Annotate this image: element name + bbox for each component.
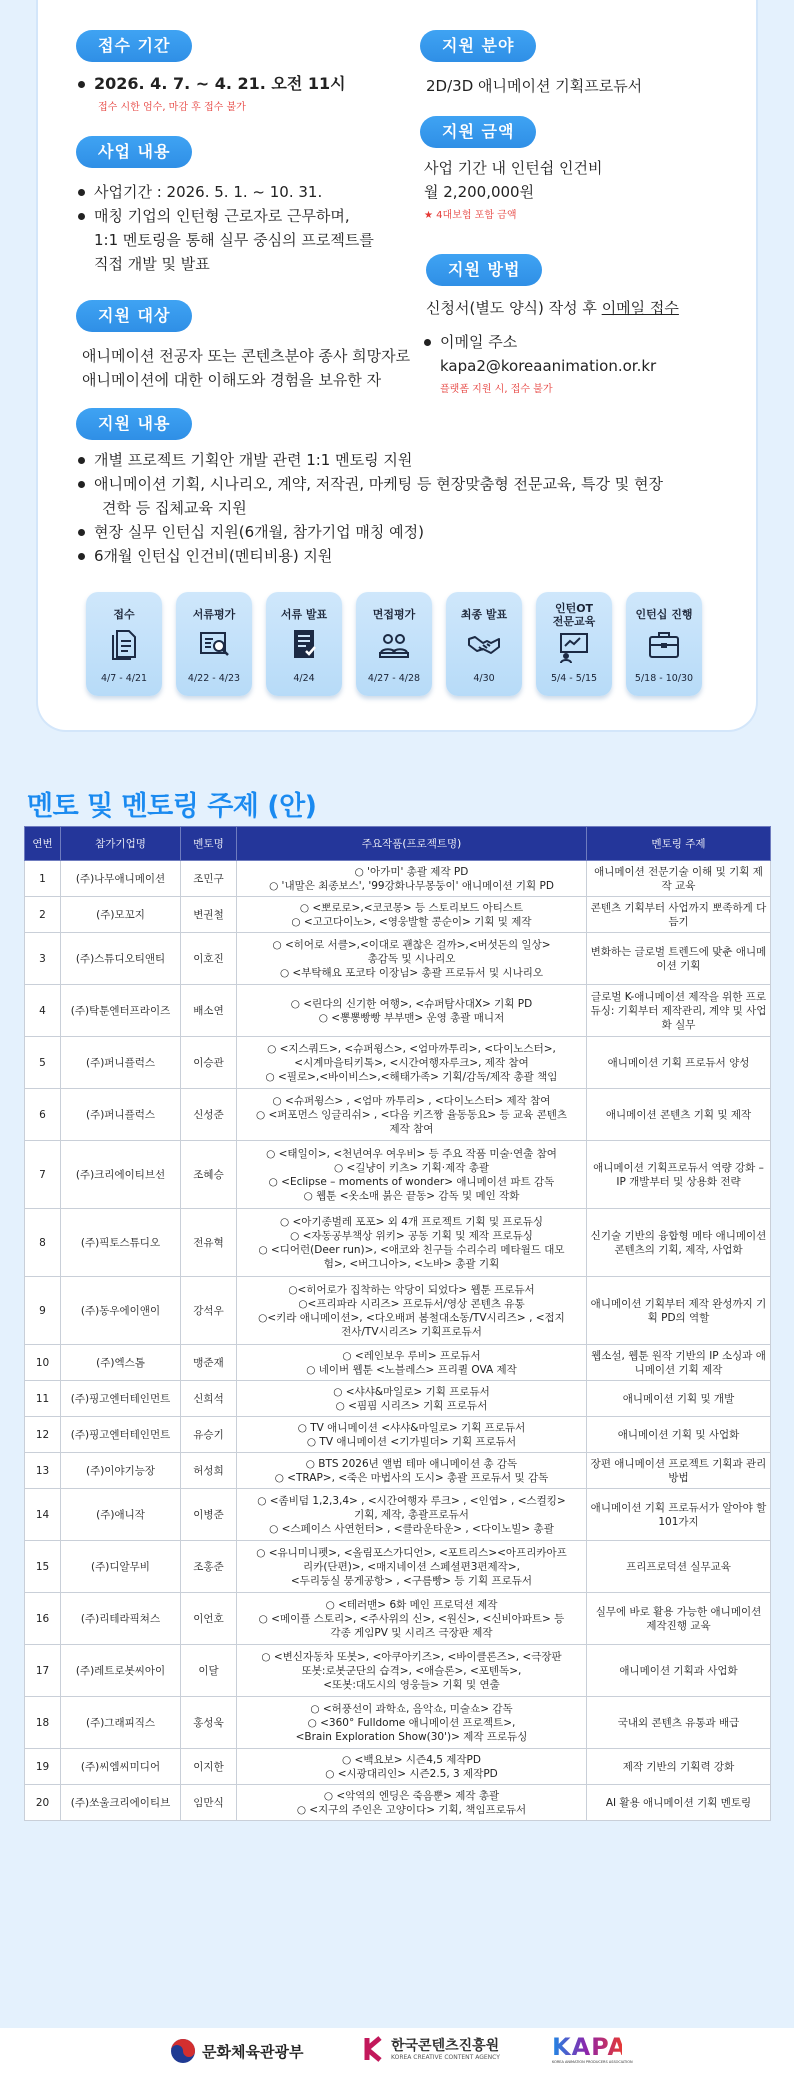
row-topic: 애니메이션 기획 프로듀서 양성 — [587, 1037, 771, 1089]
row-company: (주)크리에이티브선 — [61, 1141, 181, 1209]
step-date: 5/4 - 5/15 — [550, 673, 598, 684]
mentor-table — [24, 826, 771, 1821]
table-row — [25, 933, 771, 985]
row-company: (주)퍼니플럭스 — [61, 1089, 181, 1141]
mcst-logo — [170, 2038, 303, 2064]
work-line: ○ <길냥이 키츠> 기획·제작 총괄 — [333, 1161, 490, 1174]
work-line: ○ BTS 2026년 앨범 테마 애니메이션 총 감독 — [305, 1457, 518, 1470]
row-mentor: 이지한 — [181, 1749, 237, 1785]
amount-section — [420, 116, 602, 221]
step-card — [356, 592, 432, 696]
period-section — [76, 30, 346, 113]
row-mentor: 유승기 — [181, 1417, 237, 1453]
business-item: 사업기간 : 2026. 5. 1. ~ 10. 31. — [76, 180, 416, 204]
table-row — [25, 1277, 771, 1345]
method-section — [426, 254, 746, 395]
target-line: 애니메이션에 대한 이해도와 경험을 보유한 자 — [82, 371, 382, 389]
row-no: 1 — [25, 861, 61, 897]
work-line: ○ <뽕뽕빵빵 부부맨> 운영 총괄 매니저 — [318, 1011, 505, 1024]
row-topic: 프리프로덕션 실무교육 — [587, 1541, 771, 1593]
step-date: 5/18 - 10/30 — [634, 673, 694, 684]
row-no: 7 — [25, 1141, 61, 1209]
work-line: ○ <지구의 주인은 고양이다> 기획, 책임프로듀서 — [296, 1803, 527, 1816]
support-section — [76, 408, 716, 568]
method-text-1: 신청서(별도 양식) 작성 후 — [426, 299, 602, 317]
kocca-logo — [364, 2036, 500, 2062]
header-topic: 멘토링 주제 — [587, 827, 771, 861]
row-works — [237, 1749, 587, 1785]
step-date: 4/22 - 4/23 — [187, 673, 241, 684]
work-line: <두리둥실 뭉게공항> , <구름빵> 등 기획 프로듀서 — [290, 1574, 533, 1587]
row-mentor: 신성준 — [181, 1089, 237, 1141]
row-no: 16 — [25, 1593, 61, 1645]
row-mentor: 배소연 — [181, 985, 237, 1037]
field-text: 2D/3D 애니메이션 기획프로듀서 — [426, 77, 643, 95]
row-mentor: 조홍준 — [181, 1541, 237, 1593]
row-company: (주)이야기능장 — [61, 1453, 181, 1489]
row-works — [237, 1645, 587, 1697]
work-line: 각종 게임PV 및 시리즈 극장판 제작 — [330, 1626, 493, 1639]
row-topic: 신기술 기반의 융합형 메타 애니메이션 콘텐츠의 기획, 제작, 사업화 — [587, 1209, 771, 1277]
work-line: ○ <지스쿼드>, <슈퍼윙스>, <엄마까투리>, <다이노스터>, — [267, 1042, 556, 1055]
row-works — [237, 1453, 587, 1489]
row-mentor: 이달 — [181, 1645, 237, 1697]
method-text-2: 이메일 접수 — [601, 299, 679, 317]
table-row — [25, 1785, 771, 1821]
row-topic: 장편 애니메이션 프로젝트 기획과 관리 방법 — [587, 1453, 771, 1489]
row-company: (주)탁툰엔터프라이즈 — [61, 985, 181, 1037]
row-company: (주)스튜디오티앤티 — [61, 933, 181, 985]
work-line: ○ <TRAP>, <죽은 마법사의 도시> 총괄 프로듀서 및 감독 — [274, 1471, 549, 1484]
work-line: ○ <악역의 엔딩은 죽음뿐> 제작 총괄 — [323, 1789, 500, 1802]
table-row — [25, 1037, 771, 1089]
step-date: 4/30 — [473, 673, 495, 684]
work-line: ○ <360° Fulldome 애니메이션 프로젝트>, — [307, 1716, 516, 1729]
step-date: 4/24 — [293, 673, 315, 684]
work-line: <시계마을티키톡>, <시간여행자루크>, 제작 참여 — [294, 1056, 529, 1069]
work-line: ○ <Eclipse – moments of wonder> 애니메이션 파트 감독 — [268, 1175, 555, 1188]
work-line: ○ <태일이>, <천년여우 여우비> 등 주요 작품 미술·연출 참여 — [266, 1147, 557, 1160]
kapa-logo — [552, 2033, 633, 2064]
row-works — [237, 1277, 587, 1345]
business-item: 1:1 멘토링을 통해 실무 중심의 프로젝트를 — [94, 231, 374, 249]
period-date: 2026. 4. 7. ~ 4. 21. 오전 11시 — [76, 72, 346, 96]
step-date: 4/7 - 4/21 — [100, 673, 148, 684]
work-line: ○ <유니미니펫>, <올림포스가디언>, <포트리스><아프리카아프 — [256, 1546, 567, 1559]
interview-icon — [377, 627, 411, 661]
work-line: ○ TV 애니메이션 <샤샤&마일로> 기획 프로듀서 — [297, 1421, 526, 1434]
row-topic: 애니메이션 기획부터 제작 완성까지 기획 PD의 역할 — [587, 1277, 771, 1345]
work-line: <Brain Exploration Show(30')> 제작 프로듀싱 — [295, 1730, 528, 1743]
support-item: 개별 프로젝트 기획안 개발 관련 1:1 멘토링 지원 — [76, 448, 716, 472]
row-no: 6 — [25, 1089, 61, 1141]
row-works — [237, 1209, 587, 1277]
row-mentor: 임만식 — [181, 1785, 237, 1821]
email-address[interactable]: kapa2@koreaanimation.or.kr — [440, 357, 657, 375]
table-row — [25, 1749, 771, 1785]
row-mentor: 신희석 — [181, 1381, 237, 1417]
step-name: 최종 발표 — [460, 608, 508, 621]
row-topic: 애니메이션 전문기술 이해 및 기획 제작 교육 — [587, 861, 771, 897]
row-topic: 실무에 바로 활용 가능한 애니메이션 제작진행 교육 — [587, 1593, 771, 1645]
step-card — [536, 592, 612, 696]
work-line: ○ <슈퍼윙스> , <엄마 까투리> , <다이노스터> 제작 참여 — [272, 1094, 551, 1107]
work-line: <또봇:대도시의 영웅들> 기획 및 연출 — [323, 1678, 500, 1691]
method-note: 플랫폼 지원 시, 접수 불가 — [440, 384, 553, 395]
row-mentor: 강석우 — [181, 1277, 237, 1345]
process-steps — [50, 592, 710, 696]
row-company: (주)동우에이앤이 — [61, 1277, 181, 1345]
row-topic: 애니메이션 콘텐츠 기획 및 제작 — [587, 1089, 771, 1141]
row-no: 15 — [25, 1541, 61, 1593]
row-mentor: 조민구 — [181, 861, 237, 897]
table-row — [25, 1541, 771, 1593]
table-row — [25, 1453, 771, 1489]
row-mentor: 전유혁 — [181, 1209, 237, 1277]
field-section — [420, 30, 642, 98]
row-company: (주)디알무비 — [61, 1541, 181, 1593]
row-no: 4 — [25, 985, 61, 1037]
handshake-icon — [467, 627, 501, 661]
table-row — [25, 1141, 771, 1209]
method-text — [426, 296, 746, 320]
row-works — [237, 1489, 587, 1541]
row-works — [237, 1593, 587, 1645]
row-topic: 웹소설, 웹툰 원작 기반의 IP 소싱과 애니메이션 기획 제작 — [587, 1345, 771, 1381]
row-no: 19 — [25, 1749, 61, 1785]
work-line: ○ <샤샤&마일로> 기획 프로듀서 — [333, 1385, 490, 1398]
work-line: ○ '내말은 최종보스', '99강화나무몽둥이' 애니메이션 기획 PD — [269, 879, 554, 892]
amount-note: ★ 4대보험 포함 금액 — [424, 210, 517, 221]
row-no: 20 — [25, 1785, 61, 1821]
business-title: 사업 내용 — [76, 136, 192, 168]
kapa-subname: KOREA ANIMATION PRODUCERS ASSOCIATION — [552, 2060, 633, 2064]
work-line: ○ <메이플 스토리>, <주사위의 신>, <원신>, <신비아파트> 등 — [258, 1612, 565, 1625]
table-row — [25, 985, 771, 1037]
work-line: ○ <백요보> 시즌4,5 제작PD — [342, 1753, 481, 1766]
table-row — [25, 1645, 771, 1697]
step-card — [626, 592, 702, 696]
work-line: ○ <히어로 서클>,<이대로 괜찮은 걸까>,<버섯돈의 일상> — [272, 938, 551, 951]
row-mentor: 이병준 — [181, 1489, 237, 1541]
work-line: 또봇:로봇군단의 습격>, <애슬론>, <포텐독>, — [301, 1664, 522, 1677]
work-line: ○ <디어런(Deer run)>, <애코와 친구들 수리수리 메타월드 대모 — [258, 1243, 565, 1256]
kocca-subname: KOREA CREATIVE CONTENT AGENCY — [391, 2053, 500, 2061]
checklist-icon — [287, 627, 321, 661]
step-date: 4/27 - 4/28 — [367, 673, 421, 684]
row-topic: 애니메이션 기획프로듀서 역량 강화 – IP 개발부터 및 상용화 전략 — [587, 1141, 771, 1209]
row-no: 10 — [25, 1345, 61, 1381]
row-company: (주)씨엠씨미디어 — [61, 1749, 181, 1785]
field-title: 지원 분야 — [420, 30, 536, 62]
work-line: ○ <부탁해요 포코타 이장님> 총괄 프로듀서 및 시나리오 — [279, 966, 544, 979]
step-card — [446, 592, 522, 696]
step-name: 서류 발표 — [280, 608, 328, 621]
work-line: ○ TV 애니메이션 <기가빌더> 기획 프로듀서 — [306, 1435, 517, 1448]
step-name: 접수 — [113, 608, 135, 621]
work-line: ○ <변신자동차 또봇>, <아쿠아키즈>, <바이클론즈>, <극장판 — [261, 1650, 562, 1663]
support-item: 견학 등 집체교육 지원 — [102, 499, 247, 517]
work-line: ○ <레인보우 루비> 프로듀서 — [342, 1349, 481, 1362]
row-works — [237, 1141, 587, 1209]
business-section — [76, 136, 416, 276]
row-topic: 콘텐츠 기획부터 사업까지 뽀족하게 다듬기 — [587, 897, 771, 933]
work-line: ○ <아기종벌레 포포> 외 4개 프로젝트 기획 및 프로듀싱 — [280, 1215, 543, 1228]
period-note: 접수 시한 엄수, 마감 후 접수 불가 — [98, 102, 246, 113]
search-doc-icon — [197, 627, 231, 661]
row-company: (주)픽토스튜디오 — [61, 1209, 181, 1277]
row-works — [237, 1037, 587, 1089]
method-title: 지원 방법 — [426, 254, 542, 286]
step-card — [176, 592, 252, 696]
footer — [0, 2028, 794, 2074]
work-line: ○ <뽀로로>,<코코몽> 등 스토리보드 아티스트 — [299, 901, 524, 914]
work-line: 험>, <버그니아>, <노바> 총괄 기획 — [323, 1257, 500, 1270]
support-item: 6개월 인턴십 인건비(멘티비용) 지원 — [76, 544, 716, 568]
mentor-section-title: 멘토 및 멘토링 주제 (안) — [27, 791, 317, 822]
row-company: (주)엑스톰 — [61, 1345, 181, 1381]
support-title: 지원 내용 — [76, 408, 192, 440]
step-card — [86, 592, 162, 696]
table-row — [25, 1489, 771, 1541]
row-company: (주)레트로봇씨아이 — [61, 1645, 181, 1697]
row-works — [237, 933, 587, 985]
business-item: 직접 개발 및 발표 — [94, 255, 210, 273]
briefcase-icon — [647, 627, 681, 661]
work-line: ○ <허풍선이 과학쇼, 음악쇼, 미술쇼> 감독 — [310, 1702, 513, 1715]
row-topic: 애니메이션 기획 및 개발 — [587, 1381, 771, 1417]
amount-title: 지원 금액 — [420, 116, 536, 148]
work-line: ○ <고고다이노>, <영웅발할 콩순이> 기획 및 제작 — [291, 915, 532, 928]
amount-line: 사업 기간 내 인턴쉽 인건비 — [424, 159, 603, 177]
row-topic: 국내외 콘텐츠 유통과 배급 — [587, 1697, 771, 1749]
step-name: 인턴십 진행 — [635, 608, 693, 621]
document-icon — [107, 627, 141, 661]
work-line: ○ '아가미' 총괄 제작 PD — [354, 865, 469, 878]
table-row — [25, 897, 771, 933]
header-works: 주요작품(프로젝트명) — [237, 827, 587, 861]
work-line: ○ <필로>,<바이비스>,<해태가족> 기획/감독/제작 총괄 책임 — [265, 1070, 558, 1083]
step-card — [266, 592, 342, 696]
row-company: (주)퍼니플럭스 — [61, 1037, 181, 1089]
row-company: (주)리테라픽쳐스 — [61, 1593, 181, 1645]
table-row — [25, 1345, 771, 1381]
row-works — [237, 1697, 587, 1749]
work-line: 제작 참여 — [389, 1122, 434, 1135]
business-item: 매칭 기업의 인턴형 근로자로 근무하며, — [76, 204, 416, 228]
row-no: 3 — [25, 933, 61, 985]
row-mentor: 이호진 — [181, 933, 237, 985]
teaching-icon — [557, 630, 591, 664]
row-company: (주)애니작 — [61, 1489, 181, 1541]
row-no: 14 — [25, 1489, 61, 1541]
work-line: 기획, 제작, 총괄프로듀서 — [354, 1508, 469, 1521]
work-line: ○ <린다의 신기한 여행>, <슈퍼탐사대X> 기획 PD — [290, 997, 533, 1010]
row-topic: 애니메이션 기획과 사업화 — [587, 1645, 771, 1697]
header-company: 참가기업명 — [61, 827, 181, 861]
step-name: 서류평가 — [192, 608, 236, 621]
table-row — [25, 1209, 771, 1277]
work-line: ○ 웹툰 <옷소매 붉은 끝동> 감독 및 메인 작화 — [303, 1189, 520, 1202]
email-label: 이메일 주소 — [422, 330, 746, 354]
table-row — [25, 1417, 771, 1453]
kocca-name: 한국콘텐츠진흥원 — [391, 2037, 500, 2054]
row-company: (주)쏘울크리에이티브 — [61, 1785, 181, 1821]
row-topic: AI 활용 애니메이션 기획 멘토링 — [587, 1785, 771, 1821]
work-line: 전사/TV시리즈> 기획프로듀서 — [341, 1325, 482, 1338]
row-topic: 변화하는 글로벌 트렌드에 맞춘 애니메이션 기획 — [587, 933, 771, 985]
row-no: 8 — [25, 1209, 61, 1277]
work-line: 총감독 및 시나리오 — [367, 952, 456, 965]
table-row — [25, 1381, 771, 1417]
amount-line: 월 2,200,000원 — [424, 183, 535, 201]
row-works — [237, 1089, 587, 1141]
support-item: 애니메이션 기획, 시나리오, 계약, 저작권, 마케팅 등 현장맞춤형 전문교육, 특강 및 현장 — [76, 472, 716, 496]
table-row — [25, 1593, 771, 1645]
row-works — [237, 1785, 587, 1821]
row-company: (주)그래피직스 — [61, 1697, 181, 1749]
row-topic: 애니메이션 기획 및 사업화 — [587, 1417, 771, 1453]
work-line: ○<프리파라 시리즈> 프로듀서/영상 콘텐츠 유통 — [298, 1297, 525, 1310]
work-line: ○ 네이버 웹툰 <노블레스> 프리퀼 OVA 제작 — [306, 1363, 517, 1376]
row-mentor: 이승관 — [181, 1037, 237, 1089]
step-name: 인턴OT 전문교육 — [552, 602, 596, 628]
row-works — [237, 1345, 587, 1381]
row-mentor: 변권철 — [181, 897, 237, 933]
work-line: ○ <핌핌 시리즈> 기획 프로듀서 — [335, 1399, 488, 1412]
target-title: 지원 대상 — [76, 300, 192, 332]
row-company: (주)모꼬지 — [61, 897, 181, 933]
taegeuk-icon — [170, 2038, 196, 2064]
work-line: ○ <스페이스 사연헌터> , <클라운타운> , <다이노빌> 총괄 — [269, 1522, 554, 1535]
kocca-k-icon — [364, 2036, 386, 2062]
row-no: 12 — [25, 1417, 61, 1453]
table-row — [25, 861, 771, 897]
row-no: 11 — [25, 1381, 61, 1417]
work-line: ○<키라 애니메이션>, <다오배퍼 봄철대소동/TV시리즈> , <접지 — [258, 1311, 565, 1324]
table-header-row — [25, 827, 771, 861]
row-works — [237, 861, 587, 897]
work-line: 리카(단편)>, <매지네이션 스페셜편3편제작>, — [303, 1560, 520, 1573]
table-row — [25, 1697, 771, 1749]
row-works — [237, 985, 587, 1037]
target-section — [76, 300, 436, 392]
mcst-name: 문화체육관광부 — [202, 2042, 304, 2061]
row-works — [237, 1541, 587, 1593]
row-mentor: 맹준재 — [181, 1345, 237, 1381]
work-line: ○ <퍼포먼스 잉글리쉬> , <다음 키즈짱 율동동요> 등 교육 콘텐츠 — [255, 1108, 568, 1121]
row-topic: 글로벌 K-애니메이션 제작을 위한 프로듀싱: 기획부터 제작관리, 계약 및 사업화 실무 — [587, 985, 771, 1037]
table-row — [25, 1089, 771, 1141]
work-line: ○ <좀비덤 1,2,3,4> , <시간여행자 루크> , <인엽> , <스컬킹> — [257, 1494, 566, 1507]
row-works — [237, 897, 587, 933]
row-topic: 애니메이션 기획 프로듀서가 알아야 할 101가지 — [587, 1489, 771, 1541]
header-no: 연번 — [25, 827, 61, 861]
row-company: (주)나무애니메이션 — [61, 861, 181, 897]
header-mentor: 멘토명 — [181, 827, 237, 861]
period-title: 접수 기간 — [76, 30, 192, 62]
row-company: (주)핑고엔터테인먼트 — [61, 1381, 181, 1417]
work-line: ○ <자동공부책상 위키> 공동 기획 및 제작 프로듀싱 — [290, 1229, 533, 1242]
row-mentor: 허성희 — [181, 1453, 237, 1489]
row-no: 2 — [25, 897, 61, 933]
step-name: 면접평가 — [372, 608, 416, 621]
support-item: 현장 실무 인턴십 지원(6개월, 참가기업 매칭 예정) — [76, 520, 716, 544]
work-line: ○ <시광대리인> 시즌2.5, 3 제작PD — [325, 1767, 498, 1780]
row-company: (주)핑고엔터테인먼트 — [61, 1417, 181, 1453]
row-works — [237, 1417, 587, 1453]
row-no: 17 — [25, 1645, 61, 1697]
row-works — [237, 1381, 587, 1417]
target-line: 애니메이션 전공자 또는 콘텐츠분야 종사 희망자로 — [82, 347, 411, 365]
row-no: 18 — [25, 1697, 61, 1749]
row-mentor: 조혜승 — [181, 1141, 237, 1209]
row-no: 9 — [25, 1277, 61, 1345]
row-no: 5 — [25, 1037, 61, 1089]
row-mentor: 이언호 — [181, 1593, 237, 1645]
row-no: 13 — [25, 1453, 61, 1489]
row-mentor: 홍성욱 — [181, 1697, 237, 1749]
work-line: ○ <테러맨> 6화 메인 프로덕션 제작 — [325, 1598, 498, 1611]
kapa-wordmark: KAPA — [552, 2033, 628, 2061]
work-line: ○<히어로가 집착하는 악당이 되었다> 웹툰 프로듀서 — [288, 1283, 535, 1296]
row-topic: 제작 기반의 기획력 강화 — [587, 1749, 771, 1785]
